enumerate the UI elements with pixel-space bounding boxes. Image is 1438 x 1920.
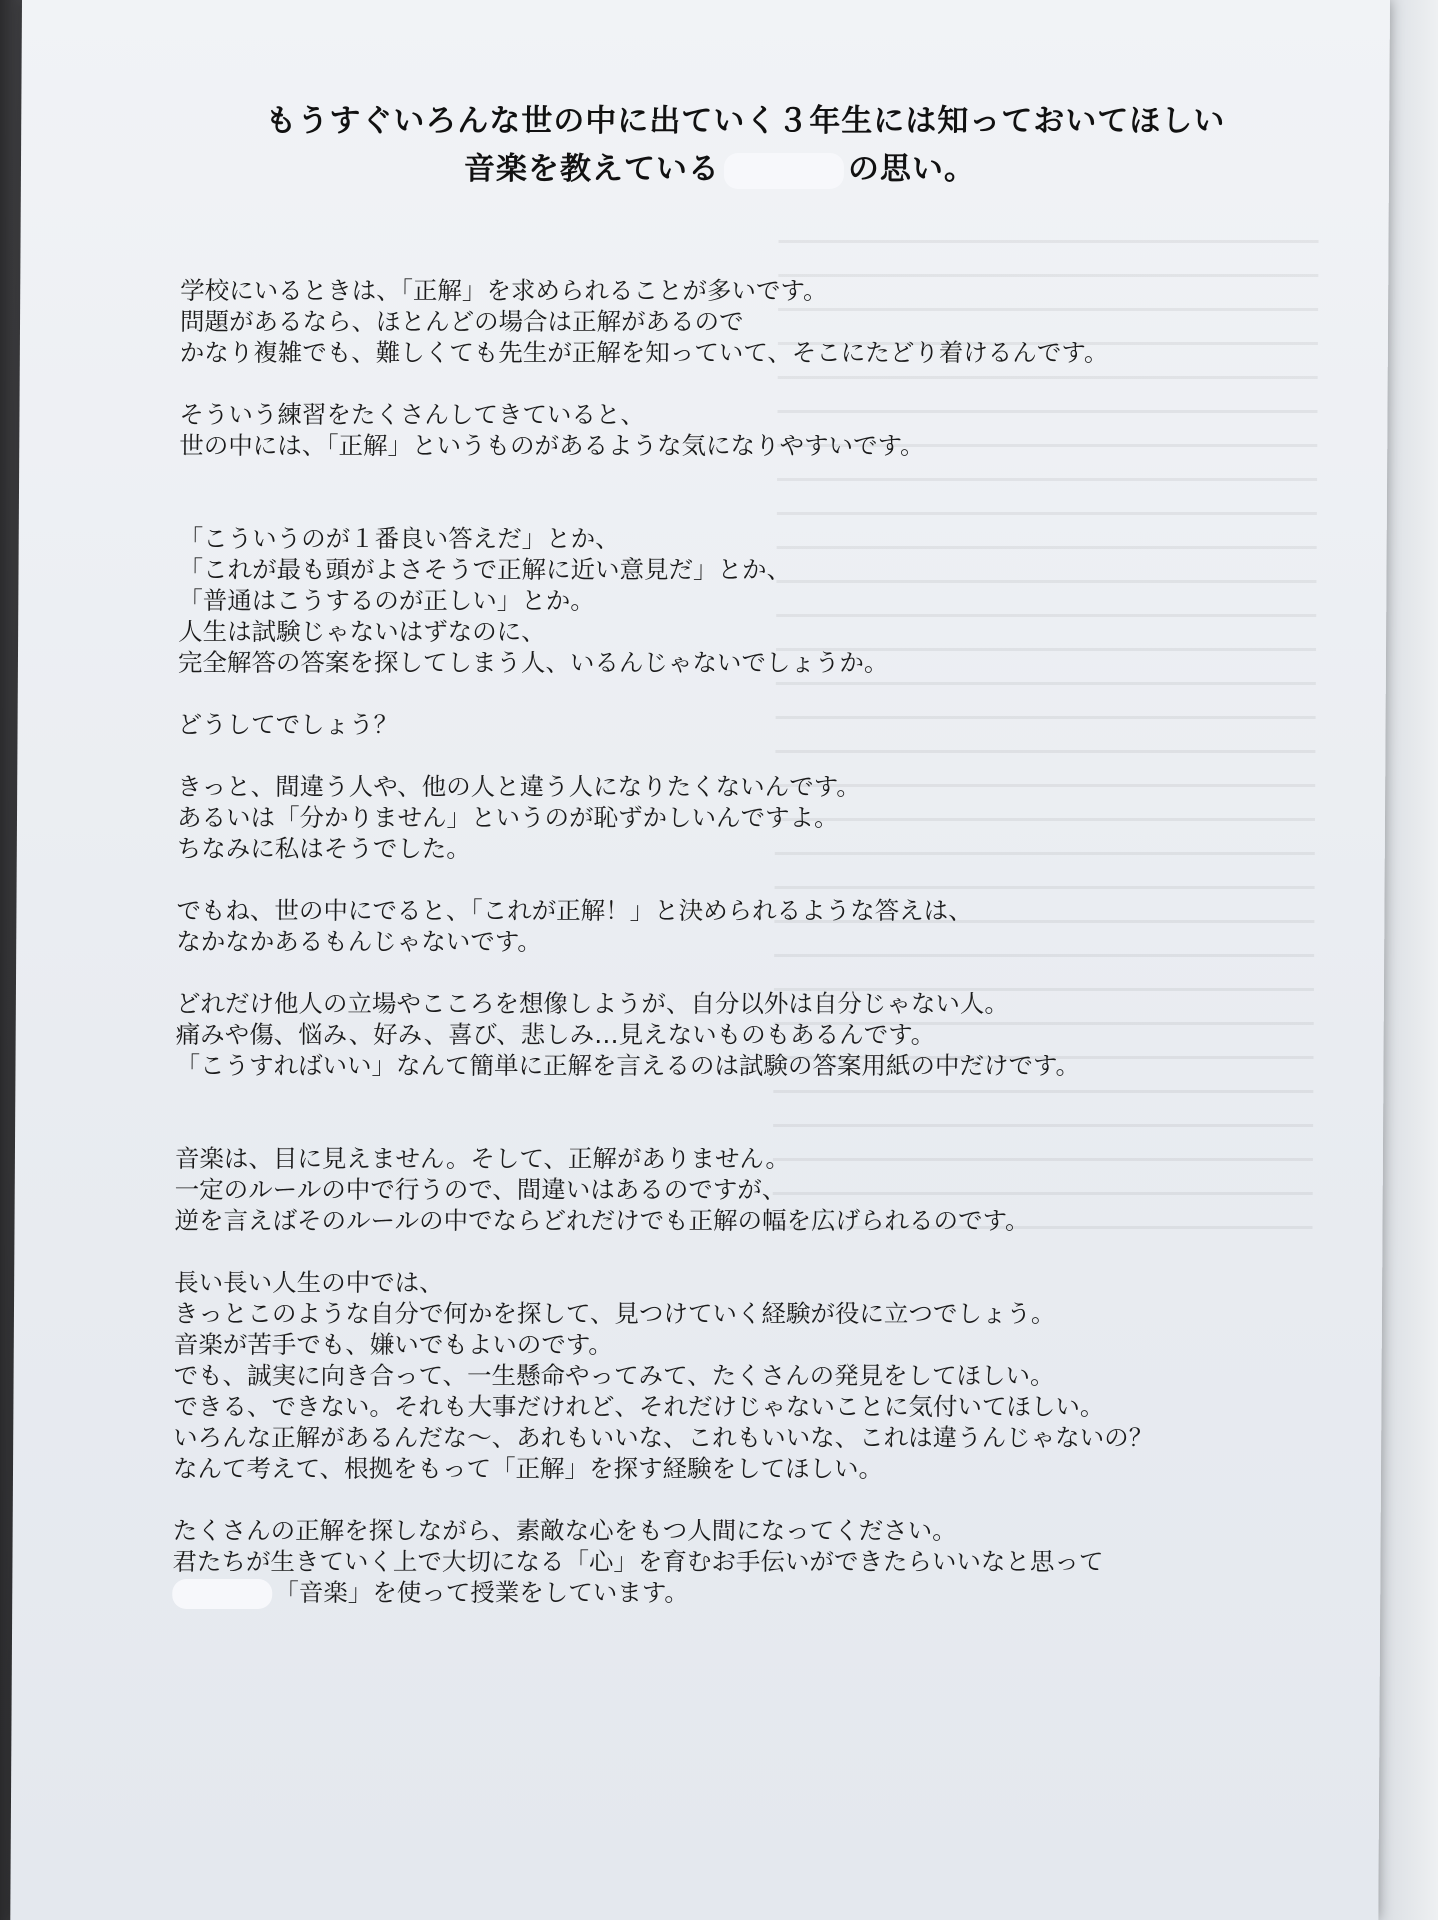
paragraph-3 [178, 523, 1319, 678]
text-line-last [172, 1577, 1312, 1609]
text-line: 逆を言えばそのルールの中でならどれだけでも正解の幅を広げられるのです。 [174, 1206, 1030, 1235]
text-line: 音楽は、目に見えません。そして、正解がありません。 [174, 1144, 790, 1173]
redacted-name-inline [172, 1579, 272, 1609]
text-line: 「こうすればいい」なんて簡単に正解を言えるのは試験の答案用紙の中だけです。 [175, 1051, 1081, 1080]
text-line: できる、できない。それも大事だけれど、それだけじゃないことに気付いてほしい。 [173, 1392, 1105, 1421]
last-line-text: 「音楽」を使って授業をしています。 [274, 1578, 689, 1607]
text-line: そういう練習をたくさんしてきていると、 [179, 400, 646, 429]
text-line: ちなみに私はそうでした。 [176, 834, 471, 863]
text-line: 「これが最も頭がよさそうで正解に近い意見だ」とか、 [178, 555, 792, 584]
text-line: 問題があるなら、ほとんどの場合は正解があるので [179, 307, 744, 336]
title-line-2 [51, 143, 1389, 189]
paragraph-6 [176, 895, 1316, 957]
title-line-1: もうすぐいろんな世の中に出ていく３年生には知っておいてほしい [265, 103, 1226, 139]
text-line: 「普通はこうするのが正しい」とか。 [178, 586, 595, 615]
paragraph-4 [177, 709, 1317, 740]
text-line: 音楽が苦手でも、嫌いでもよいのです。 [173, 1330, 613, 1359]
text-line: どうしてでしょう？ [177, 710, 399, 739]
title-line-2-before: 音楽を教えている [463, 151, 721, 187]
text-line: なかなかあるもんじゃないです。 [176, 927, 542, 956]
text-line: どれだけ他人の立場やこころを想像しようが、自分以外は自分じゃない人。 [175, 989, 1009, 1018]
text-line: 一定のルールの中で行うので、間違いはあるのですが、 [174, 1175, 787, 1204]
letter-body [172, 275, 1320, 1640]
text-line: 人生は試験じゃないはずなのに、 [178, 617, 546, 646]
text-line: なんて考えて、根拠をもって「正解」を探す経験をしてほしい。 [172, 1454, 884, 1483]
text-line: たくさんの正解を探しながら、素敵な心をもつ人間になってください。 [172, 1516, 957, 1545]
text-line: 「こういうのが１番良い答えだ」とか、 [178, 524, 620, 553]
paragraph-9 [173, 1267, 1314, 1484]
text-line: でもね、世の中にでると、「これが正解！」と決められるような答えは、 [176, 896, 973, 925]
text-line: でも、誠実に向き合って、一生懸命やってみて、たくさんの発見をしてほしい。 [173, 1361, 1055, 1390]
text-line: 完全解答の答案を探してしまう人、いるんじゃないでしょうか。 [177, 648, 889, 677]
paragraph-7 [175, 988, 1316, 1081]
title-line-2-after: の思い。 [847, 151, 977, 187]
redacted-name [724, 153, 844, 189]
text-line: 世の中には、「正解」というものがあるような気になりやすいです。 [179, 431, 925, 460]
text-line: あるいは「分かりません」というのが恥ずかしいんですよ。 [176, 803, 839, 832]
text-line: きっと、間違う人や、他の人と違う人になりたくないんです。 [177, 772, 861, 801]
text-line: きっとこのような自分で何かを探して、見つけていく経験が役に立つでしょう。 [173, 1299, 1056, 1328]
paragraph-1 [180, 275, 1321, 368]
text-line: 痛みや傷、悩み、好み、喜び、悲しみ…見えないものもあるんです。 [175, 1020, 936, 1049]
paragraph-2 [179, 399, 1319, 461]
paragraph-8 [174, 1143, 1315, 1236]
text-line: 学校にいるときは、「正解」を求められることが多いです。 [180, 276, 828, 305]
paragraph-10 [172, 1515, 1313, 1609]
text-line: いろんな正解があるんだな～、あれもいいな、これもいいな、これは違うんじゃないの？ [173, 1423, 1154, 1452]
text-line: 君たちが生きていく上で大切になる「心」を育むお手伝いができたらいいなと思って [172, 1547, 1104, 1576]
paragraph-5 [177, 771, 1318, 864]
paper-sheet [10, 0, 1390, 1920]
text-line: 長い長い人生の中では、 [174, 1268, 444, 1297]
text-line: かなり複雑でも、難しくても先生が正解を知っていて、そこにたどり着けるんです。 [179, 338, 1109, 367]
